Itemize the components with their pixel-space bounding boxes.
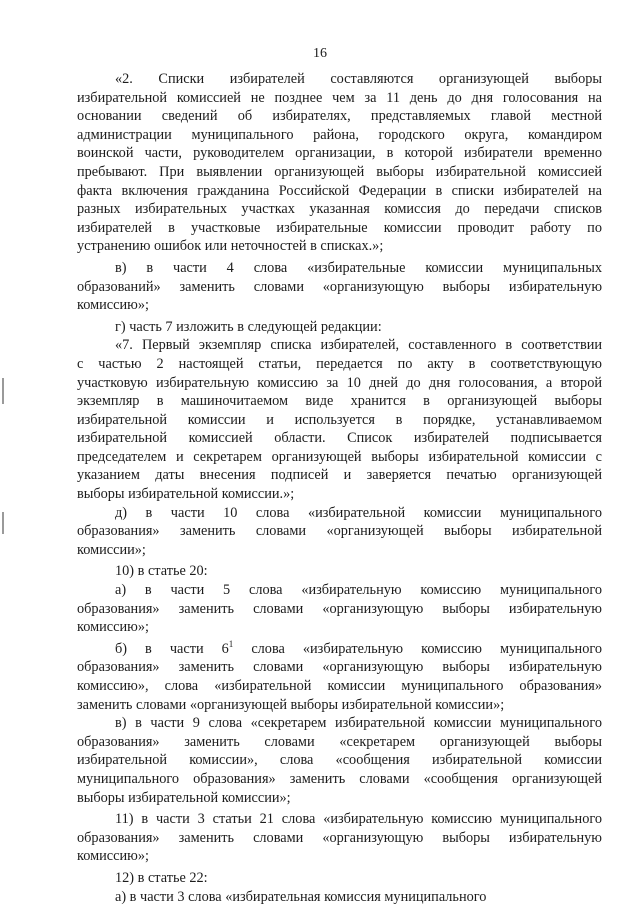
text-line: б) в части $6^1$ слова «избирательную комиссию муниципального (115, 639, 602, 657)
paragraph (77, 869, 602, 888)
text-line: 10) в статье 20: (115, 563, 208, 580)
text-line: «7. Первый экземпляр списка избирателей, составленного в соответствии (115, 337, 602, 354)
text-line: комиссию»; (77, 848, 149, 865)
text-line: избирательной комиссии», слова «сообщения избирательной комиссии (77, 752, 602, 769)
text-line: 12) в статье 22: (115, 869, 208, 886)
text-line: а) в части 5 слова «избирательную комиссию муниципального (115, 582, 602, 599)
scan-edge-mark (2, 512, 4, 534)
text-line: комиссию»; (77, 297, 149, 314)
paragraph (77, 70, 602, 256)
text-line: комиссию», слова «избирательной комиссии муниципального образования» (77, 678, 602, 694)
text-line: д) в части 10 слова «избирательной комиссии муниципального (115, 504, 602, 521)
paragraph (77, 318, 602, 337)
paragraph (77, 562, 602, 581)
text-line: избирательной комиссии и используется в порядке, устанавливаемом (77, 411, 602, 428)
text-line: комиссии»; (77, 541, 146, 558)
text-line: а) в части 3 слова «избирательная комиссия муниципального (115, 888, 487, 905)
page-number: 16 (313, 46, 327, 61)
text-line: администрации муниципального района, городского округа, командиром (77, 126, 602, 143)
text-line: председателем и секретарем организующей выборы избирательной комиссии с (77, 448, 602, 465)
document-body (77, 70, 602, 906)
paragraph (77, 888, 602, 906)
text-line: «2. Списки избирателей составляются организующей выборы (115, 71, 602, 87)
text-line: образования» заменить словами «организующую выборы избирательную (77, 829, 602, 846)
text-line: факта включения гражданина Российской Федерации в списки избирателей на (77, 182, 602, 199)
text-line: 11) в части 3 статьи 21 слова «избирательную комиссию муниципального (115, 811, 602, 828)
text-line: образования» заменить словами «секретарем организующей выборы (77, 733, 602, 750)
text-line: выборы избирательной комиссии»; (77, 789, 291, 806)
paragraph (77, 714, 602, 807)
text-line: г) часть 7 изложить в следующей редакции: (115, 318, 382, 335)
text-line: с частью 2 настоящей статьи, передается по акту в соответствующую (77, 355, 602, 372)
text-line: разных избирательных участках указанная комиссия до передачи списков (77, 201, 602, 218)
paragraph (77, 259, 602, 315)
paragraph (77, 336, 602, 503)
paragraph (77, 581, 602, 637)
text-line: основании сведений об избирателях, представляемых главой местной (77, 108, 602, 125)
text-line: в) в части 9 слова «секретарем избирательной комиссии муниципального (115, 715, 602, 732)
text-line: комиссию»; (77, 619, 149, 636)
text-line: устранению ошибок или неточностей в списках.»; (77, 238, 384, 255)
text-line: указанием даты внесения подписей и заверяется печатью организующей (77, 467, 602, 484)
text-line: участковую избирательную комиссию за 10 дней до дня голосования, а второй (77, 374, 602, 391)
text-line: избирательной комиссией области. Список избирателей подписывается (77, 430, 602, 447)
text-line: образования» заменить словами «организующей выборы избирательной (77, 523, 602, 540)
text-line: образований» заменить словами «организующую выборы избирательную (77, 278, 602, 295)
paragraph (77, 810, 602, 866)
text-line: образования» заменить словами «организующую выборы избирательную (77, 659, 602, 676)
text-line: пребывают. При выявлении организующей выборы избирательной комиссией (77, 163, 602, 180)
scan-edge-mark (2, 378, 4, 404)
text-line: заменить словами «организующей выборы избирательной комиссии»; (77, 696, 505, 713)
text-line: в) в части 4 слова «избирательные комиссии муниципальных (115, 259, 602, 276)
text-line: выборы избирательной комиссии.»; (77, 486, 295, 503)
paragraph (77, 504, 602, 560)
text-line: образования» заменить словами «организующую выборы избирательную (77, 600, 602, 617)
paragraph (77, 640, 602, 714)
text-line: избирателей в участковые избирательные комиссии проводит работу по (77, 219, 602, 236)
text-line: экземпляр в машиночитаемом виде хранится в организующей выборы (77, 393, 602, 410)
text-line: избирательной комиссией не позднее чем за 11 день до дня голосования на (77, 89, 602, 106)
text-line: муниципального образования» заменить словами «сообщения организующей (77, 770, 602, 787)
text-line: воинской части, руководителем организации, в которой избиратели временно (77, 145, 602, 162)
